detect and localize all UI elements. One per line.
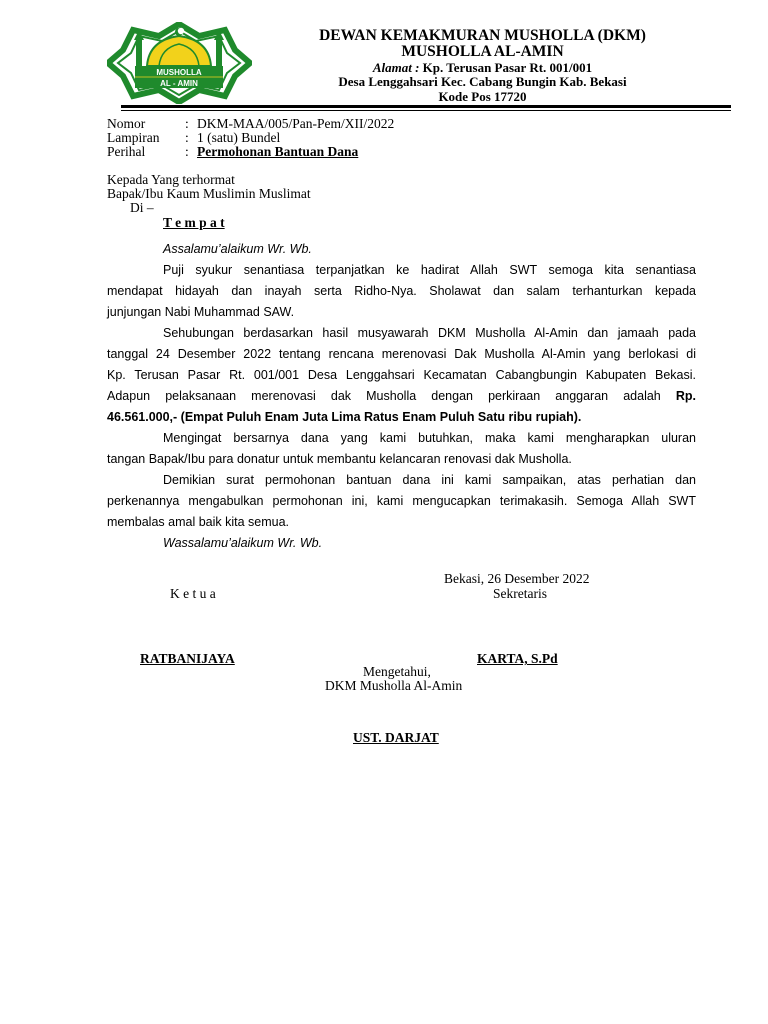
- body-text: Adapun pelaksanaan merenovasi dak Musholla dengan perkiraan anggaran adalah: [107, 389, 661, 403]
- ketua-name: RATBANIJAYA: [140, 651, 235, 666]
- paragraph-4: [107, 470, 696, 533]
- acknowledge-label: Mengetahui,: [363, 664, 431, 679]
- closing-salutation: Wassalamu’alaikum Wr. Wb.: [163, 536, 323, 550]
- body-line: junjungan Nabi Muhammad SAW.: [107, 305, 295, 319]
- recipient-line1: Kepada Yang terhormat: [107, 172, 235, 187]
- recipient-place: T e m p a t: [163, 215, 225, 230]
- greeting: Assalamu’alaikum Wr. Wb.: [163, 242, 312, 256]
- meta-perihal: [107, 144, 358, 160]
- recipient-line3: Di –: [130, 200, 154, 215]
- sekretaris-title: Sekretaris: [493, 586, 547, 601]
- sekretaris-name: KARTA, S.Pd: [477, 651, 558, 666]
- body-line: perkenannya mengabulkan permohonan ini, kami mengucapkan terimakasih. Semoga Allah SWT: [107, 494, 696, 508]
- acknowledge-org: DKM Musholla Al-Amin: [325, 678, 463, 693]
- place-date: Bekasi, 26 Desember 2022: [444, 571, 590, 586]
- meta-colon: :: [185, 130, 189, 145]
- meta-value: Permohonan Bantuan Dana: [197, 144, 359, 159]
- leader-name: UST. DARJAT: [353, 730, 439, 745]
- org-name-line2: MUSHOLLA AL-AMIN: [401, 43, 564, 60]
- header-rule-thick: [121, 105, 731, 108]
- paragraph-1: [107, 260, 696, 323]
- recipient-line2: Bapak/Ibu Kaum Muslimin Muslimat: [107, 186, 311, 201]
- paragraph-3: [107, 428, 696, 470]
- body-line: Sehubungan berdasarkan hasil musyawarah DKM Musholla Al-Amin dan jamaah pada: [163, 326, 696, 340]
- body-line: Mengingat bersarnya dana yang kami butuhkan, maka kami mengharapkan uluran: [163, 431, 696, 445]
- body-line: [107, 386, 696, 407]
- body-line: mendapat hidayah dan inayah serta Ridho-Nya. Sholawat dan salam terhanturkan kepada: [107, 284, 696, 298]
- meta-value: 1 (satu) Bundel: [197, 130, 281, 145]
- meta-colon: :: [185, 144, 189, 159]
- body-line: tanggal 24 Desember 2022 tentang rencana merenovasi Dak Musholla Al-Amin yang berlokasi di: [107, 347, 696, 361]
- letter-body: [107, 239, 696, 554]
- header-rule-thin: [121, 110, 731, 111]
- meta-label: Lampiran: [107, 130, 160, 145]
- address-label: Alamat :: [372, 60, 420, 75]
- meta-value: DKM-MAA/005/Pan-Pem/XII/2022: [197, 116, 395, 131]
- org-name-line1: DEWAN KEMAKMURAN MUSHOLLA (DKM): [319, 27, 646, 44]
- ketua-title: K e t u a: [170, 586, 216, 601]
- amount-prefix: Rp.: [675, 389, 696, 403]
- body-line: Demikian surat permohonan bantuan dana ini kami sampaikan, atas perhatian dan: [163, 473, 696, 487]
- postal-code: Kode Pos 17720: [438, 89, 527, 104]
- body-line: Puji syukur senantiasa terpanjatkan ke hadirat Allah SWT semoga kita senantiasa: [163, 263, 696, 277]
- body-line: Kp. Terusan Pasar Rt. 001/001 Desa Lenggahsari Kecamatan Cabangbungin Kabupaten Bekasi.: [107, 368, 696, 382]
- amount-text: 46.561.000,- (Empat Puluh Enam Juta Lima Ratus Enam Puluh Satu ribu rupiah).: [107, 410, 582, 424]
- address-line2: Desa Lenggahsari Kec. Cabang Bungin Kab. Bekasi: [338, 74, 627, 89]
- address-value: Kp. Terusan Pasar Rt. 001/001: [422, 60, 593, 75]
- logo-text-bottom: AL - AMIN: [160, 79, 198, 88]
- meta-label: Perihal: [107, 144, 146, 159]
- meta-label: Nomor: [107, 116, 146, 131]
- body-line: membalas amal baik kita semua.: [107, 515, 290, 529]
- logo-text-top: MUSHOLLA: [156, 68, 202, 77]
- body-line: tangan Bapak/Ibu para donatur untuk membantu kelancaran renovasi dak Musholla.: [107, 452, 572, 466]
- paragraph-2: [107, 323, 696, 428]
- meta-colon: :: [185, 116, 189, 131]
